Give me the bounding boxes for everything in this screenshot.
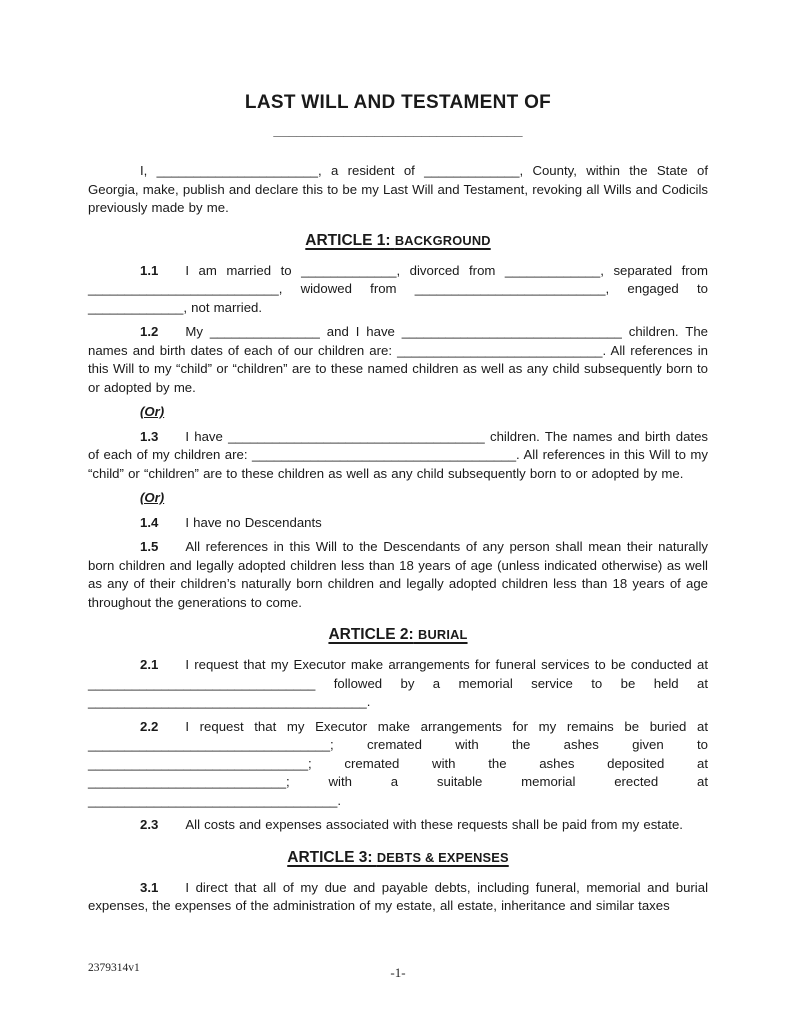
or-label: (Or) (140, 404, 165, 419)
or-label: (Or) (140, 490, 165, 505)
article-1-subject: BACKGROUND (394, 232, 491, 248)
article-1-number: ARTICLE 1: (305, 231, 391, 249)
clause-2-2 (88, 718, 708, 811)
clause-text: I request that my Executor make arrangements for funeral services to be conducted at _______________________________ followed by a memorial service to be held at ______________________________________. (88, 657, 708, 709)
clause-1-4 (88, 514, 708, 533)
clause-number: 1.1 (140, 262, 159, 278)
clause-text: My _______________ and I have ______________________________ children. The names and birth dates of each of our children are: ____________________________. All references in this Will to my “child” or “children” are to these named children as well as any child subsequently born to or adopted by me. (88, 324, 708, 395)
clause-2-3 (88, 816, 708, 835)
clause-number: 1.2 (140, 324, 159, 339)
clause-1-5 (88, 538, 708, 612)
article-2-subject: BURIAL (418, 627, 468, 642)
clause-text: I request that my Executor make arrangements for my remains be buried at _________________________________; cremated with the ashes given to ______________________________; cremated with the ashes deposited at ___________________________; with a suitable memorial erected at __________________________________. (88, 718, 708, 808)
clause-1-2 (88, 323, 708, 397)
clause-number: 3.1 (140, 879, 159, 895)
article-1-heading (88, 228, 708, 251)
clause-number: 1.4 (140, 514, 159, 530)
clause-text: I have no Descendants (185, 514, 322, 530)
clause-number: 2.2 (140, 718, 159, 734)
clause-number: 2.3 (140, 817, 159, 832)
clause-text: All references in this Will to the Descendants of any person shall mean their naturally born children and legally adopted children less than 18 years of age (unless indicated otherwise) as well as any of their children’s naturally born children and legally adopted children less than 18 years of age throughout the generations to come. (88, 539, 708, 610)
clause-number: 2.1 (140, 657, 159, 672)
clause-1-3 (88, 428, 708, 484)
clause-3-1 (88, 879, 708, 916)
clause-text: I am married to _____________, divorced from _____________, separated from __________________________, widowed from __________________________, engaged to _____________, not married. (88, 262, 708, 315)
clause-number: 1.5 (140, 539, 159, 554)
or-separator-1 (88, 403, 708, 422)
article-3-number: ARTICLE 3: (287, 848, 373, 866)
opening-paragraph: I, ______________________, a resident of _____________, County, within the State of Georgia, make, publish and declare this to be my Last Will and Testament, revoking all Wills and Codicils previously made by me. (88, 163, 708, 215)
testator-name-blank-line: ________________________________ (273, 122, 523, 138)
clause-number: 1.3 (140, 428, 159, 444)
or-separator-2 (88, 489, 708, 508)
article-2-number: ARTICLE 2: (328, 626, 414, 643)
document-id: 2379314v1 (88, 962, 140, 974)
clause-1-1 (88, 262, 708, 318)
page-footer (88, 962, 708, 992)
article-2-heading (88, 622, 708, 645)
clause-text: I have ___________________________________ children. The names and birth dates of each of my children are: ____________________________________. All references in this Will to my “child” or “children” are to these children as well as any child subsequently born to or adopted by me. (88, 428, 708, 481)
page-number: -1- (390, 965, 406, 980)
article-3-subject: DEBTS & EXPENSES (376, 849, 509, 865)
clause-2-1 (88, 656, 708, 712)
clause-text: All costs and expenses associated with these requests shall be paid from my estate. (185, 817, 683, 832)
article-3-heading (88, 845, 708, 868)
clause-text: I direct that all of my due and payable debts, including funeral, memorial and burial expenses, the expenses of the administration of my estate, all estate, inheritance and similar taxes (88, 879, 708, 913)
document-title: LAST WILL AND TESTAMENT OF (244, 92, 552, 113)
